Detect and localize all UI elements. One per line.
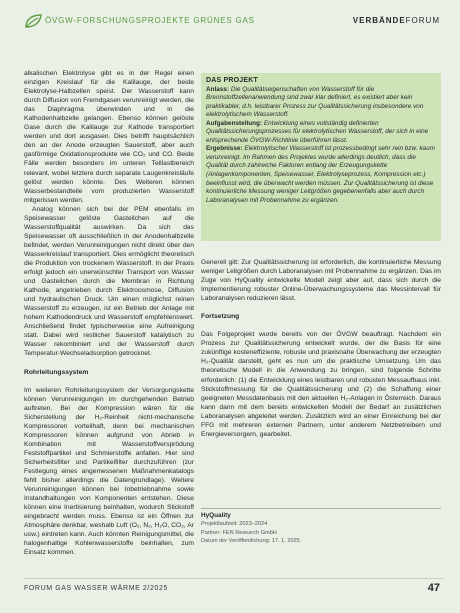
project-item-aufgabenstellung: [206, 120, 436, 146]
project-item-anlass: [206, 86, 436, 120]
project-box: [201, 73, 441, 241]
footer-divider: [24, 578, 444, 579]
section-label: [353, 16, 440, 25]
subhead-fortsetzung: Fortsetzung: [201, 313, 240, 321]
left-column: [24, 69, 194, 557]
project-item-label: Anlass:: [206, 85, 230, 93]
project-info-duration: Projektlaufzeit: 2023–2024: [201, 521, 268, 528]
header: [0, 0, 460, 41]
project-info: [201, 512, 441, 546]
project-item-text: Entwicklung eines vollständig definierten Qualitätssicherungsprozesses für elektrolytischen Wasserstoff, der sich in eine entsprechende ÖVGW-Richtlinie überführen lässt.: [206, 119, 429, 144]
project-item-text: Elektrolytischer Wasserstoff ist prozessbedingt sehr rein bzw. kaum verunreinigt. Im Rahmen des Projektes wurde allerdings deutlich, dass die Qualität durch zahlreiche Faktoren entlang der Erzeugungskette (Anlagenkomponenten, Speisewasser, Elektrolyseprozess, Kompression etc.) beeinflusst wird, die überwacht werden müssen. Zur Qualitätssicherung ist diese kontinuierliche Messung weniger Leitgrößen gegebenenfalls aber auch durch Laboranalysen mit Probennahme zu ergänzen.: [206, 145, 435, 204]
left-paragraph-3: Im weiteren Rohrleitungssystem der Versorgungskette können Verunreinigungen im durchgehenden Betrieb auftreten. Bei der Kompression wären für die Sicherstellung der H₂-Reinheit nicht-mechanische Kompressoren vorteilhaft, denn bei mechanischen Kompressoren können aufgrund von Abrieb in Kombination mit Wasserstoffversprödung Feststoffpartikel und Schmierstoffe anfallen. Hier sind Sicherheitsfilter und Partikelfilter durchzuführen (zur Festlegung eines angemessenen Maßnahmenkatalogs fehlt bisher allerdings die Datengrundlage). Weitere Verunreinigungen können bei Inbetriebnahme sowie Instandhaltungen von Komponenten entstehen. Diese können eine Inertisierung beinhalten, wodurch Stickstoff eingebracht werden muss. Ebenso ist ein Öffnen zur Atmosphäre denkbar, weshalb Luft (O₂, N₂, H₂O, CO₂, Ar usw.) eintreten kann. Auch könnten Reinigungsmittel, die halogenhaltige Kohlenwasserstoffe beinhalten, zum Einsatz kommen.: [24, 386, 194, 557]
section-label-rest: FORUM: [405, 16, 440, 25]
project-info-date: Datum der Veröffentlichung: 17. 1. 2025: [201, 538, 300, 545]
footer-magazine: FORUM GAS WASSER WÄRME 2/2025: [24, 585, 168, 592]
project-box-title: DAS PROJEKT: [206, 77, 258, 84]
section-label-bold: VERBÄNDE: [352, 16, 406, 25]
project-info-title: HyQuality: [201, 512, 231, 519]
project-item-label: Ergebnisse:: [206, 145, 243, 153]
leaf-logo-icon: [24, 13, 42, 29]
left-paragraph-2: Analog können sich bei der PEM ebenfalls im Speisewasser gelöste Gasteilchen auf die Wasserstoffqualität auswirken. Da sich das Speisewasser oft ausschließlich in der Anodenhalbzelle befindet, werden Verunreinigungen nicht direkt über den Wasserkreislauf transportiert. Dies ermöglicht theoretisch die Produktion von trockenem Wasserstoff. In der Praxis erfolgt jedoch ein unerwünschter Transport von Wasser und Gasteilchen durch die Membran in Richtung Kathode, angetrieben durch Elektroosmose, Diffusion und hydraulischen Druck. Um einen möglichst reinen Wasserstoff zu erzeugen, ist ein Betrieb der Anlage mit hohem Kathodendruck und Wasserstoff empfehlenswert. Anschließend findet typischerweise eine Aufreinigung statt. Dabei wird restlicher Sauerstoff katalytisch zu Wasser rekombiniert und der Wasserstoff durch Temperatur-Wechseladsorption getrocknet.: [24, 205, 194, 358]
project-info-partner: Partner: FEN Research GmbH: [201, 529, 277, 536]
info-divider: [201, 508, 441, 509]
publication-title: ÖVGW-FORSCHUNGSPROJEKTE GRÜNES GAS: [45, 16, 255, 25]
project-item-text: Die Qualitätseigenschaften von Wasserstoff für die Brennstoffzellenanwendung sind zwar klar definiert, es existiert aber kein praktikabler, d.h. leistbarer Prozess zur Qualitätssicherung insbesondere von elektrolytischem Wasserstoff.: [206, 85, 424, 119]
subhead-rohrleitungssystem: Rohrleitungssystem: [24, 368, 89, 376]
left-paragraph-1: alkalischen Elektrolyse gibt es in der Regel einen einzigen Kreislauf für die Kalilauge, der beide Elektrolyse-Halbzellen speist. Der Wasserstoff kann durch Diffusion von Fremdgasen verunreinigt werden, die das Diaphragma überwinden und in die Kathodenhalbzelle gelangen. Ebenso können gelöste Gase durch die Kalilauge zur Kathode transportiert werden und dort ausgasen. Dies betrifft hauptsächlich den an der Anode erzeugten Sauerstoff, aber auch gasförmige Oxidationsprodukte wie CO₂ und CO. Beide Fälle werden besonders im unteren Teillastbereich relevant, wobei letztere durch separate Laugenkreisläufe gelöst werden könnte. Des Weiteren können Wasserbestandteile vom produzierten Wasserstoff mitgerissen werden.: [24, 70, 194, 204]
right-paragraph-1: Generell gilt: Zur Qualitätssicherung ist erforderlich, die kontinuierliche Messung weniger Leitgrößen durch Laboranalysen mit Probennahme zu ergänzen. Das im Zuge von HyQuality entwickelte Modell zeigt aber auf, dass sich durch die Implementierung robuster Online-Überwachungssysteme das Messintervall für Laboranalysen reduzieren lässt.: [201, 259, 441, 303]
page-number: 47: [427, 582, 440, 594]
project-item-ergebnisse: [206, 145, 436, 205]
right-paragraph-2: Das Folgeprojekt wurde bereits von der ÖVGW beauftragt. Nachdem ein Prozess zur Qualitätssicherung entwickelt wurde, der die Basis für eine zukünftige kosteneffiziente, robuste und praxisnahe Überwachung der erzeugten H₂-Qualität darstellt, geht es nun um die praktische Umsetzung. Um das theoretische Modell in die Anwendung zu bringen, sind folgende Schritte erforderlich: (1) die Entwicklung eines leistbaren und robusten Messaufbaus inkl. Stickstoffmessung für die Qualitätssicherung und (2) die Schaffung einer geeigneten Messdatenbasis mit den aktuellen H₂-Anlagen in Österreich. Daraus kann dann mit dem bereits entwickelten Modell der Bedarf an zusätzlichen Laboranalysen abgeleitet werden. Zusätzlich wird an einer Einreichung bei der FFG mit mehreren externen Partnern, unter anderem Netzbetreibern und Energieversorgern, gearbeitet.: [201, 331, 441, 438]
project-item-label: Aufgabenstellung:: [206, 119, 263, 127]
right-column: [201, 258, 441, 439]
